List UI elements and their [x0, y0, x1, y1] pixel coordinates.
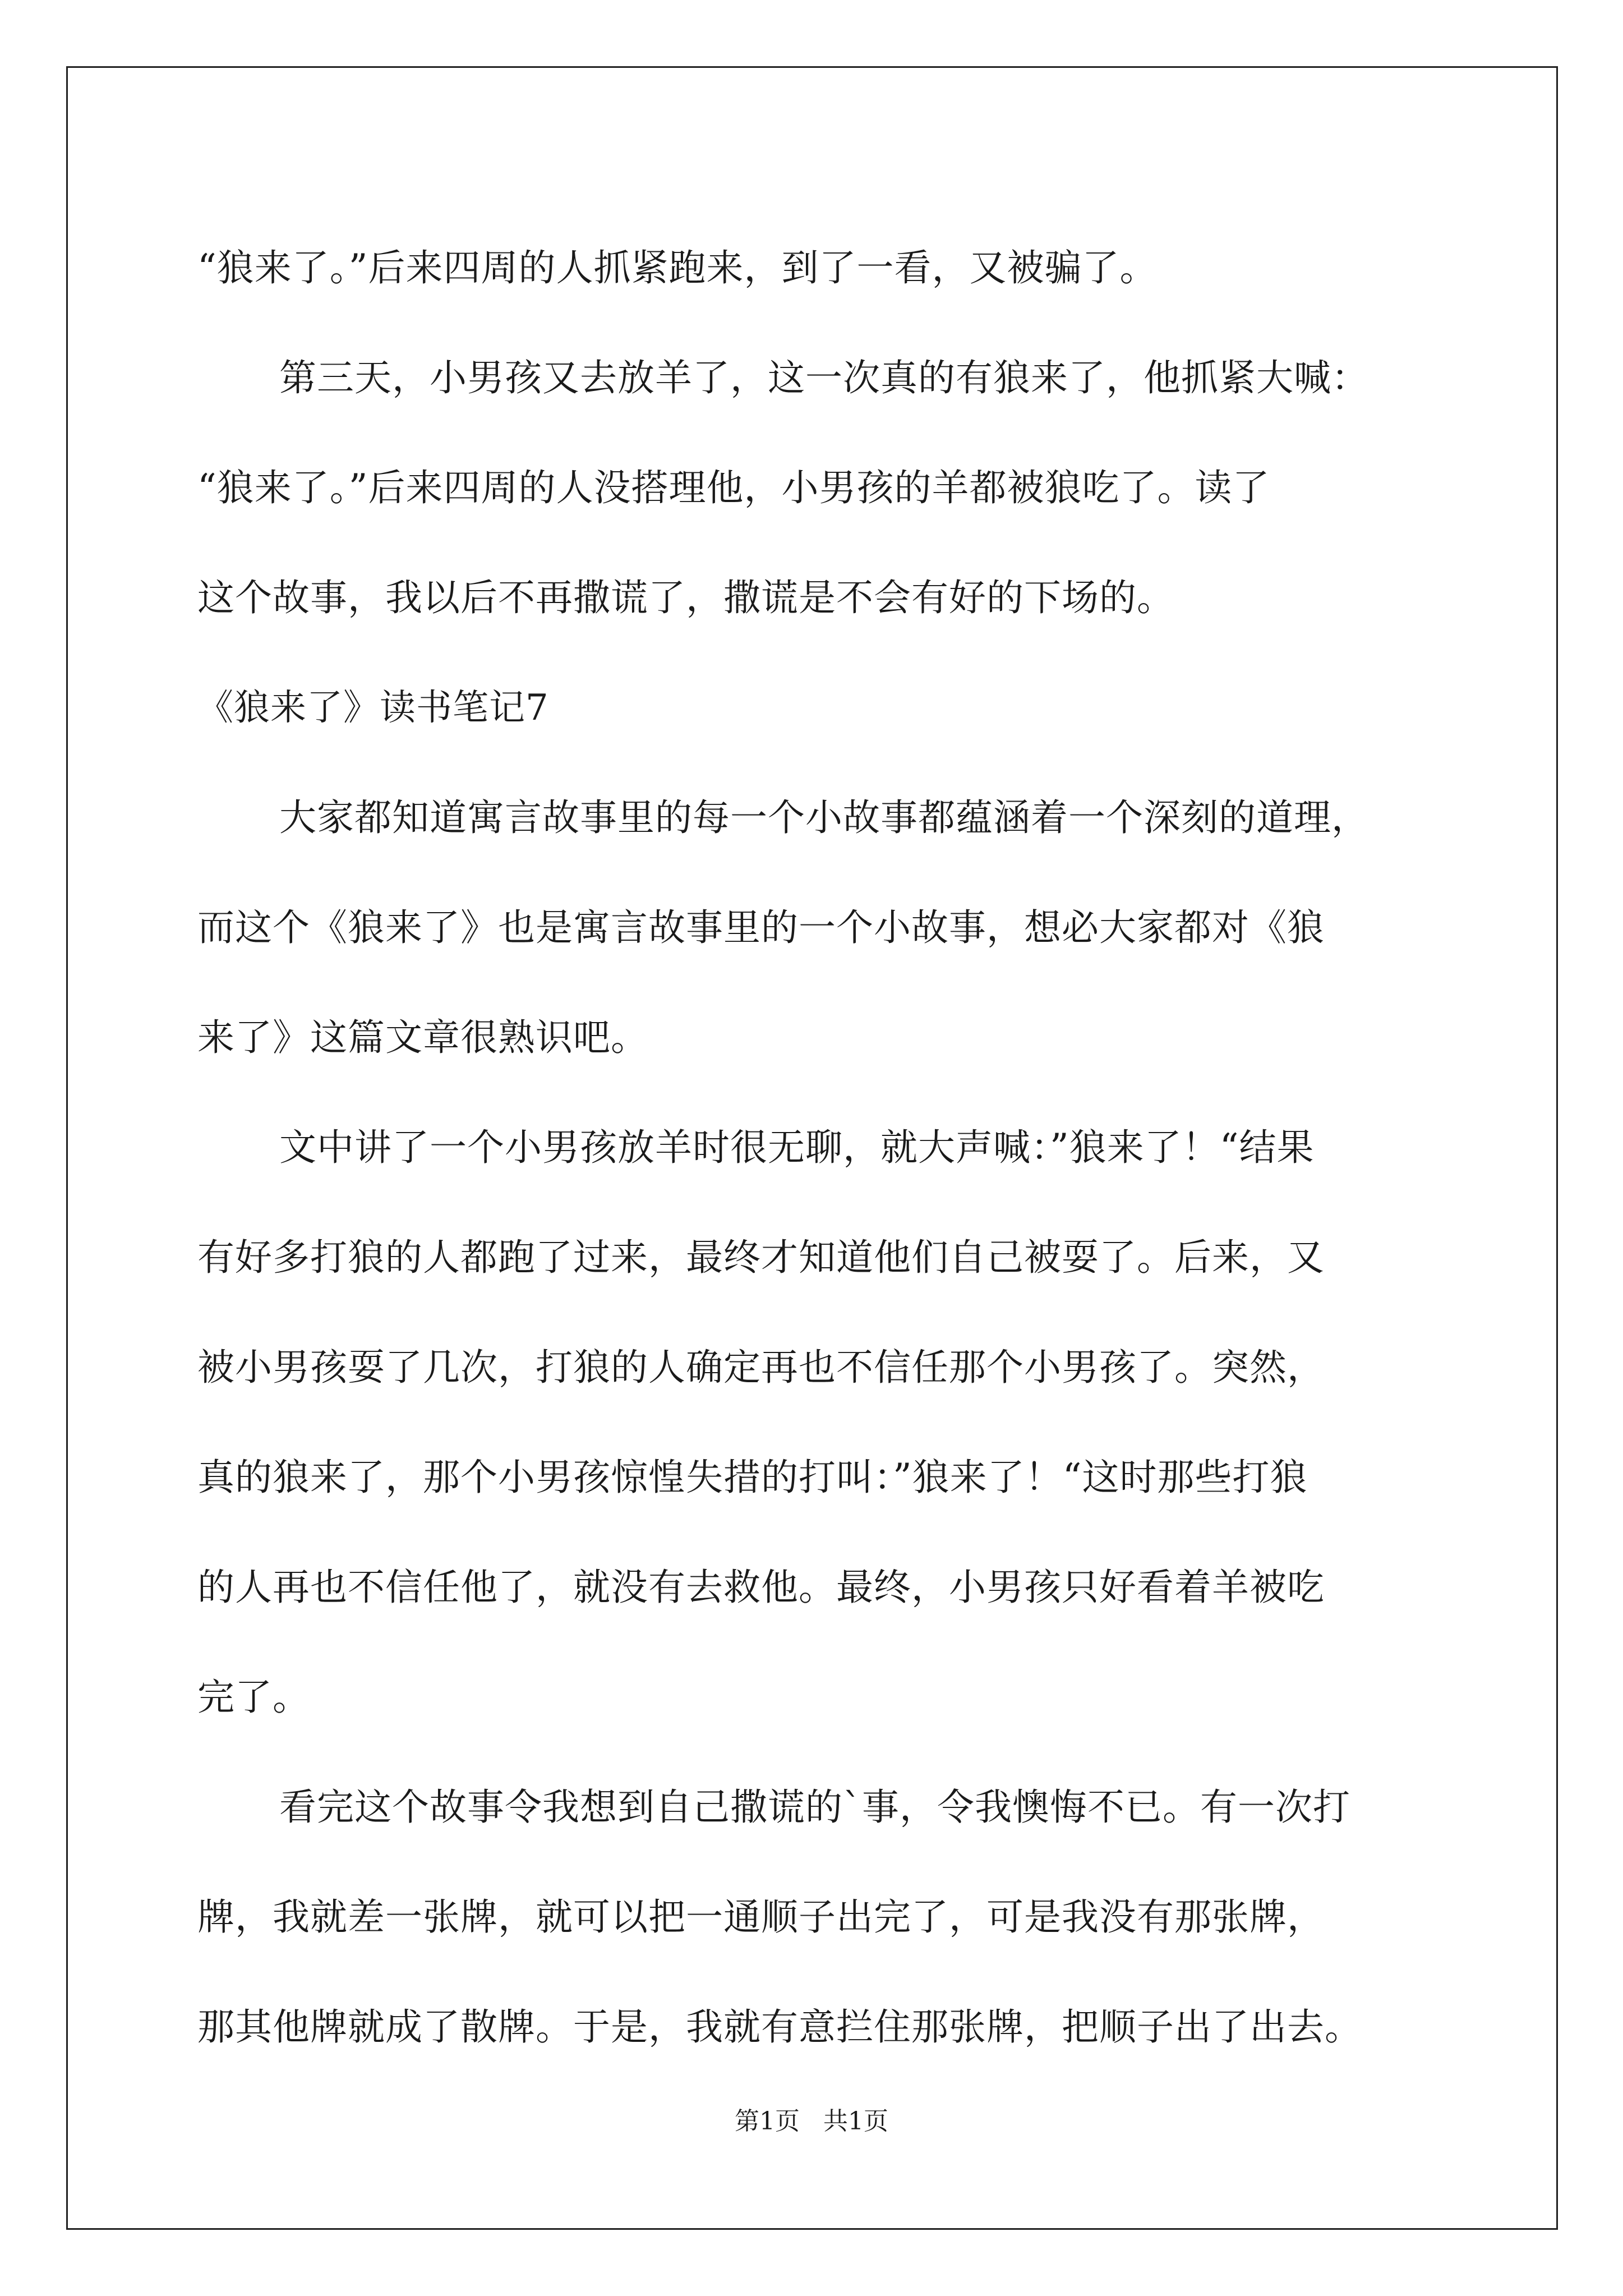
text-line: “狼来了。”后来四周的人抓紧跑来，到了一看，又被骗了。 [197, 246, 1158, 289]
text-line: 有好多打狼的人都跑了过来，最终才知道他们自己被耍了。后来，又 [197, 1236, 1325, 1279]
text-line: 那其他牌就成了散牌。于是，我就有意拦住那张牌，把顺子出了出去。 [197, 2005, 1362, 2049]
text-line: 这个故事，我以后不再撒谎了，撒谎是不会有好的下场的。 [197, 576, 1174, 619]
text-line: 大家都知道寓言故事里的每一个小故事都蕴涵着一个深刻的道理， [279, 796, 1369, 839]
text-line: “狼来了。”后来四周的人没搭理他，小男孩的羊都被狼吃了。读了 [197, 466, 1270, 509]
text-line: 真的狼来了，那个小男孩惊惶失措的打叫：”狼来了！“这时那些打狼 [197, 1456, 1308, 1499]
text-line: 来了》这篇文章很熟识吧。 [197, 1016, 648, 1059]
text-line: 被小男孩耍了几次，打狼的人确定再也不信任那个小男孩了。突然， [197, 1346, 1325, 1389]
text-line: 第三天，小男孩又去放羊了，这一次真的有狼来了，他抓紧大喊： [279, 356, 1369, 399]
text-line: 而这个《狼来了》也是寓言故事里的一个小故事，想必大家都对《狼 [197, 906, 1325, 949]
text-line: 完了。 [197, 1676, 310, 1719]
text-line: 看完这个故事令我想到自己撒谎的`事，令我懊悔不已。有一次打 [279, 1786, 1350, 1829]
text-line: 文中讲了一个小男孩放羊时很无聊，就大声喊：”狼来了！“结果 [279, 1126, 1315, 1169]
page-number-footer: 第1页 共1页 [735, 2107, 888, 2136]
section-heading: 《狼来了》读书笔记7 [197, 687, 549, 729]
text-line: 牌，我就差一张牌，就可以把一通顺子出完了，可是我没有那张牌， [197, 1895, 1325, 1939]
text-line: 的人再也不信任他了，就没有去救他。最终，小男孩只好看着羊被吃 [197, 1566, 1325, 1609]
document-body [197, 213, 1426, 2082]
